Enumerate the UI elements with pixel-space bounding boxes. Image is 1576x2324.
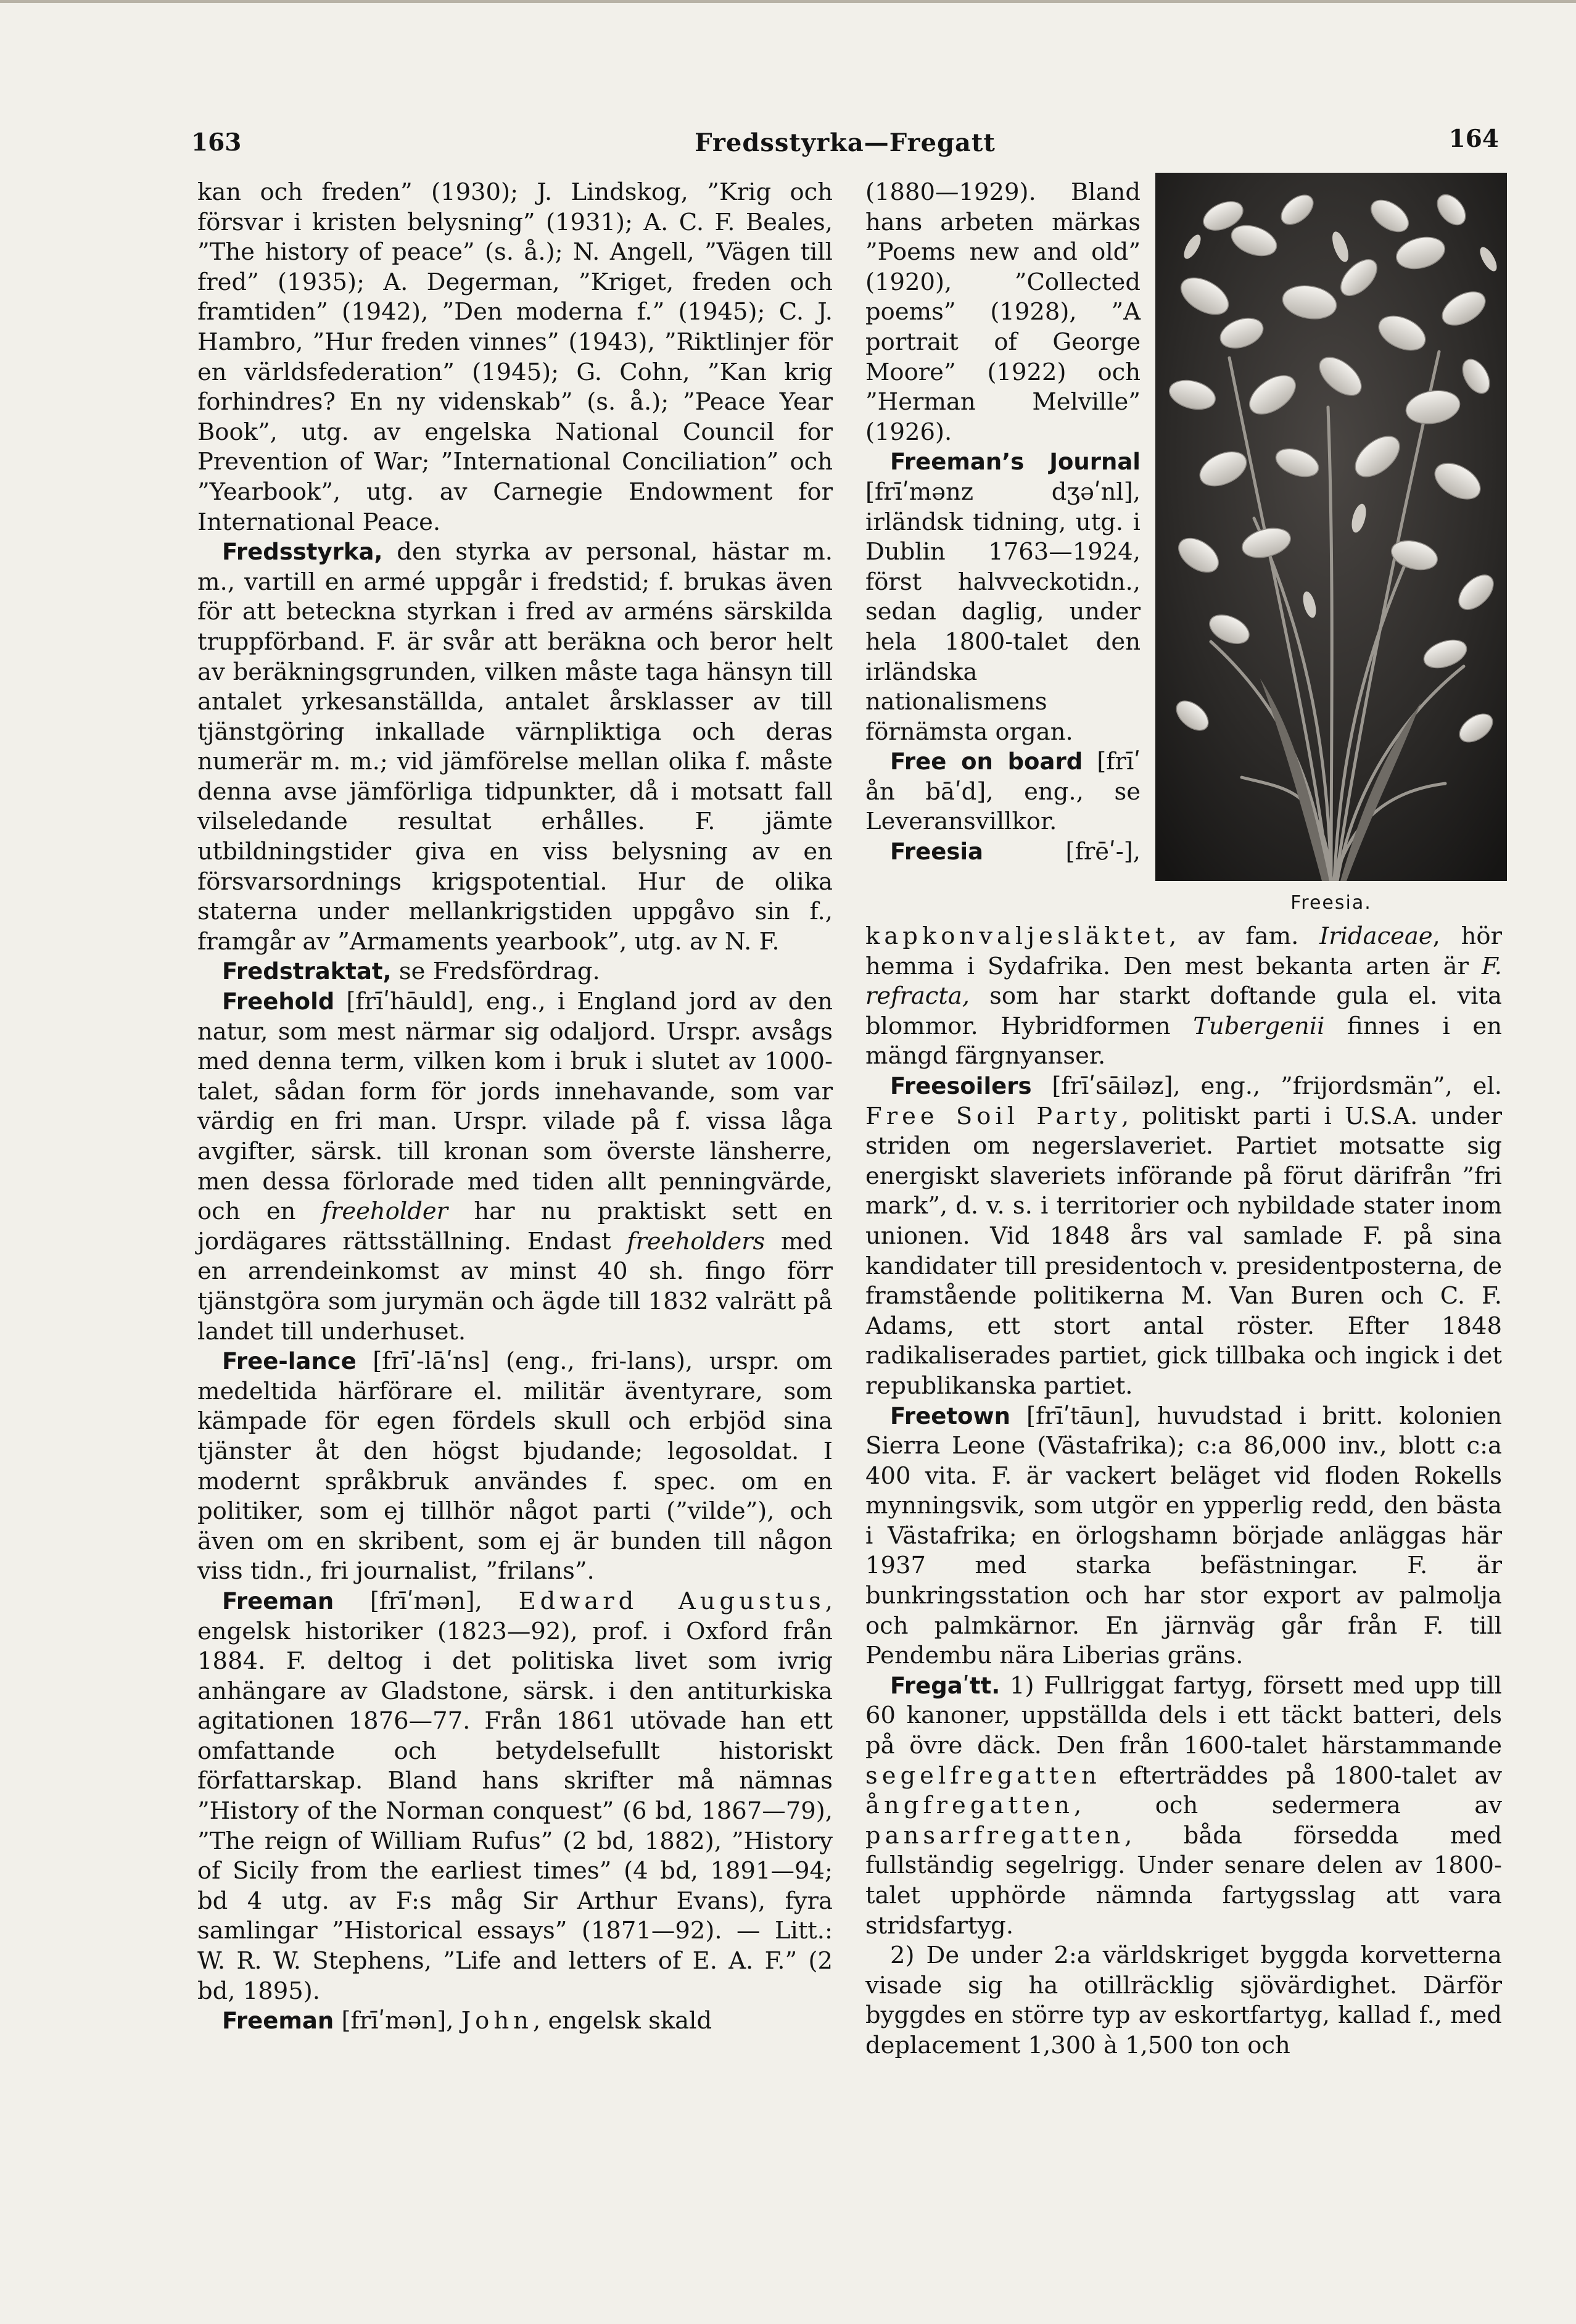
entry-freeman-john: [197, 2006, 833, 2037]
entry-text: [frīʹ ån bāʹd], eng., se Leveransvillkor.: [865, 748, 1141, 836]
page-number-left: 163: [191, 128, 242, 157]
entry-text: , av fam.: [1169, 922, 1320, 950]
figure-caption: Freesia.: [1290, 892, 1372, 914]
entry-text: [frēʹ-],: [983, 838, 1141, 866]
spaced-term: segelfregatten: [865, 1761, 1101, 1790]
page-number-right: 164: [1448, 125, 1499, 153]
right-column: [865, 178, 1502, 2061]
entry-freehold: [197, 987, 833, 1347]
entry-text: efterträddes på 1800-talet av: [1100, 1761, 1502, 1790]
entry-text: den styrka av personal, hästar m. m., vartill en armé uppgår i fredstid; f. brukas även för att beteckna styrkan i fred av arméns särskilda truppförband. F. är svår att beräkna och beror helt av beräkningsgrunden, vilken måste taga hänsyn till antalet yrkesanställda, antalet årsklasser av till tjänstgöring inkallade värnpliktiga och deras numerär m. m.; vid jämförelse mellan olika f. måste denna avse jämförliga tidpunkter, då i motsatt fall vilseledande resultat erhålles. F. jämte utbildningstider giva en viss belysning av en försvarsordnings krigspotential. Hur de olika staterna under mellankrigstiden uppgåvo sin f., framgår av ”Armaments yearbook”, utg. av N. F.: [197, 538, 833, 956]
entry-freetown: [865, 1402, 1502, 1671]
headword: Freeman’s Journal: [890, 449, 1141, 476]
headword: Free on board: [890, 748, 1083, 775]
entry-text: med en arrendeinkomst av minst 40 sh. fingo förr tjänstgöra som jurymän och ägde till 1832 valrätt på landet till underhuset.: [197, 1227, 833, 1346]
entry-freesoilers: [865, 1072, 1502, 1402]
left-column: [197, 178, 833, 2037]
italic-term: Iridaceae: [1319, 922, 1433, 950]
headword: Freeman: [222, 2008, 334, 2035]
headword: Fredsstyrka,: [222, 539, 383, 566]
entry-text: , och sedermera av: [1073, 1792, 1502, 1820]
entry-fredstraktat: [197, 957, 833, 987]
top-edge-line: [0, 0, 1576, 3]
entry-text: 1) Fullriggat fartyg, försett med upp till 60 kanoner, uppställda dels i ett täckt batteri, dels på övre däck. Den från 1600-talet härstammande: [865, 1671, 1502, 1760]
italic-term: Tubergenii: [1193, 1012, 1325, 1040]
freesia-figure: [1155, 173, 1507, 913]
entry-text: [frīʹ-lāʹns] (eng., fri-lans), urspr. om medeltida härförare el. militär äventyrare, som kämpade för egen fördels skull och erbjöd sina tjänster åt den högst bjudande; legosoldat. I modernt språkbruk användes f. spec. om en politiker, som ej tillhör något parti (”vilde”), och även om en skribent, som ej är bunden till någon viss tidn., fri journalist, ”frilans”.: [197, 1347, 833, 1586]
entry-text: som har starkt doftande gula el. vita blommor. Hybridformen: [865, 982, 1502, 1040]
italic-term: F. refracta,: [865, 952, 1502, 1011]
running-title: Fredsstyrka—Fregatt: [695, 128, 996, 157]
spaced-name: Edward Augustus: [518, 1587, 825, 1615]
headword: Freesoilers: [890, 1072, 1032, 1099]
entry-text: , politiskt parti i U.S.A. under striden om negerslaveriet. Partiet motsatte sig energiskt slaveriets införande på förut därifrån ”fri mark”, d. v. s. i territorier och nybildade stater inom unionen. Vid 1848 års val samlade F. på sina kandidater till presidentoch v. presidentposterna, de framstående politikerna M. Van Buren och C. F. Adams, ett stort antal röster. Efter 1848 radikaliserades partiet, gick tillbaka och ingick i det republikanska partiet.: [865, 1102, 1502, 1400]
spaced-term: ångfregatten: [865, 1792, 1074, 1820]
entry-text: finnes i en mängd färgnyanser.: [865, 1012, 1502, 1070]
headword: Freesia: [890, 838, 984, 866]
entry-text: [frīʹsāiləz], eng., ”frijordsmän”, el.: [1031, 1072, 1502, 1100]
continued-paragraph: (1880—1929). Bland hans arbeten märkas ”Poems new and old” (1920), ”Collected poems” (1928), ”A portrait of George Moore” (1922) och ”Herman Melville” (1926).: [865, 178, 1141, 446]
entry-free-lance: [197, 1347, 833, 1587]
entry-text: har nu praktiskt sett en jordägares rättsställning. Endast: [197, 1197, 833, 1255]
entry-text: , engelsk historiker (1823—92), prof. i Oxford från 1884. F. deltog i det politiska livet som ivrig anhängare av Gladstone, särsk. i den antiturkiska agitationen 1876—77. Från 1861 utövade han ett omfattande och betydelsefullt historiskt författarskap. Bland hans skrifter må nämnas ”History of the Norman conquest” (6 bd, 1867—79), ”The reign of William Rufus” (2 bd, 1882), ”History of Sicily from the earliest times” (4 bd, 1891—94; bd 4 utg. av F:s måg Sir Arthur Evans), fyra samlingar ”Historical essays” (1871—92). — Litt.: W. R. W. Stephens, ”Life and letters of E. A. F.” (2 bd, 1895).: [197, 1587, 833, 2005]
entry-text: , båda försedda med fullständig segelrigg. Under senare delen av 1800-talet upphörde nämnda fartygsslag att vara stridsfartyg.: [865, 1821, 1502, 1940]
entry-text: , hör hemma i Sydafrika. Den mest bekanta arten är: [865, 922, 1502, 980]
entry-text: se Fredsfördrag.: [391, 957, 600, 986]
headword: Freetown: [890, 1402, 1010, 1429]
headword: Free-lance: [222, 1348, 357, 1375]
entry-text: [frīʹtāun], huvudstad i britt. kolonien Sierra Leone (Västafrika); c:a 86,000 inv., blott c:a 400 vita. F. är vackert beläget vid floden Rokells mynningsvik, som utgör en ypperlig redd, den bästa i Västafrika; en örlogshamn började anläggas här 1937 med starka befästningar. F. är bunkringsstation och har stor export av palmolja och palmkärnor. En järnväg går från F. till Pendembu nära Liberias gräns.: [865, 1402, 1502, 1670]
freesia-flowers-image: [1155, 173, 1507, 881]
entry-text: [frīʹmən],: [334, 1587, 519, 1615]
freesia-photo: [1155, 173, 1507, 881]
entry-text: [frīʹhāuld], eng., i England jord av den natur, som mest närmar sig odaljord. Urspr. avsågs med denna term, vilken kom i bruk i slutet av 1000-talet, sådan form för jords innehavande, som var värdig en fri man. Urspr. vilade på f. vissa låga avgifter, särsk. till kronan som överste länsherre, men dessa förlorade med tiden allt penningvärde, och en: [197, 988, 833, 1226]
spaced-term: kapkonvaljesläktet: [865, 922, 1170, 950]
entry-text: [frīʹmən],: [334, 2007, 461, 2035]
spaced-term: Free Soil Party: [865, 1102, 1122, 1130]
continued-paragraph: kan och freden” (1930); J. Lindskog, ”Krig och försvar i kristen belysning” (1931); A. C. F. Beales, ”The history of peace” (s. å.); N. Angell, ”Vägen till fred” (1935); A. Degerman, ”Kriget, freden och framtiden” (1942), ”Den moderna f.” (1945); C. J. Hambro, ”Hur freden vinnes” (1943), ”Riktlinjer för en världsfederation” (1945); G. Cohn, ”Kan krig forhindres? En ny videnskab” (s. å.); ”Peace Year Book”, utg. av engelska National Council for Prevention of War; ”International Conciliation” och ”Yearbook”, utg. av Carnegie Endowment for International Peace.: [197, 178, 833, 536]
headword: Freeman: [222, 1587, 334, 1615]
entry-fredsstyrka: [197, 537, 833, 957]
headword: Freehold: [222, 988, 335, 1015]
entry-text: [frīʹmənz dʒəʹnl], irländsk tidning, utg. i Dublin 1763—1924, först halvveckotidn., sedan daglig, under hela 1800-talet den irländska nationalismens förnämsta organ.: [865, 478, 1141, 746]
headword: Fregaʹtt.: [890, 1672, 1000, 1699]
entry-fregatt: [865, 1671, 1502, 1941]
page-header: [191, 125, 1499, 165]
italic-term: freeholder: [321, 1197, 448, 1226]
entry-fregatt-part-2: 2) De under 2:a världskriget byggda korvetterna visade sig ha otillräcklig sjövärdighet. Därför byggdes en större typ av eskortfartyg, kallad f., med deplacement 1,300 à 1,500 ton och: [865, 1941, 1502, 2059]
italic-term: freeholders: [627, 1227, 765, 1255]
headword: Fredstraktat,: [222, 958, 392, 985]
spaced-name: John: [461, 2007, 533, 2035]
spaced-term: pansarfregatten: [865, 1821, 1125, 1850]
entry-text: , engelsk skald: [532, 2007, 712, 2035]
entry-freeman-edward: [197, 1587, 833, 2006]
